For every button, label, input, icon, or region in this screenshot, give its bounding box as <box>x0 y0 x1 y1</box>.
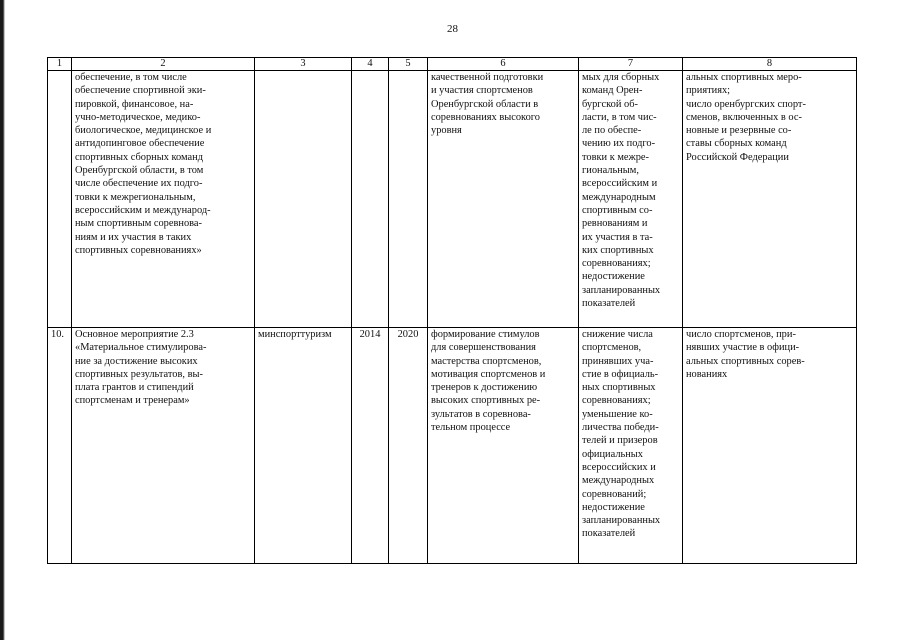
row-number-cell <box>48 71 72 328</box>
executor-cell <box>255 328 352 564</box>
indicators-cell <box>683 328 857 564</box>
table-row <box>48 71 857 328</box>
row-number-cell <box>48 328 72 564</box>
col-header-5: 5 <box>389 58 428 71</box>
consequences-cell <box>579 71 683 328</box>
scan-edge <box>0 0 5 640</box>
measure-name-cell <box>72 328 255 564</box>
expected-result-cell <box>428 71 579 328</box>
start-year-cell <box>352 71 389 328</box>
end-year-cell <box>389 71 428 328</box>
col-header-1: 1 <box>48 58 72 71</box>
consequences: снижение числа спортсменов, принявших уча- стие в официаль- ных спортивных соревнованиях; уменьшение ко- личества победи- телей и призеров официальных всероссийских и международных соревнований; недостижение запланированных показателей <box>582 329 661 540</box>
row-number: 10. <box>51 329 64 340</box>
table-row <box>48 328 857 564</box>
indicators: число спортсменов, при- нявших участие в офици- альных спортивных сорев- нованиях <box>686 329 805 380</box>
program-table <box>47 57 857 564</box>
col-header-7: 7 <box>579 58 683 71</box>
header-row <box>48 58 857 71</box>
executor: минспорттуризм <box>258 329 332 340</box>
measure-name: Основное мероприятие 2.3 «Материальное стимулирова- ние за достижение высоких спортивных результатов, вы- плата грантов и стипендий спортсменам и тренерам» <box>75 329 207 407</box>
measure-name: обеспечение, в том числе обеспечение спортивной эки- пировкой, финансовое, на- учно-методическое, медико- биологическое, медицинское и антидопинговое обеспечение спортивных сборных команд Оренбургской области, в том числе обеспечение их подго- товки к межрегиональным, всероссийским и международ- ным спортивным соревнова- ниям и их участия в таких спортивных соревнованиях» <box>75 72 212 256</box>
col-header-3: 3 <box>255 58 352 71</box>
col-header-6: 6 <box>428 58 579 71</box>
page-number: 28 <box>447 23 458 35</box>
expected-result-cell <box>428 328 579 564</box>
executor-cell <box>255 71 352 328</box>
end-year: 2020 <box>397 329 419 340</box>
measure-name-cell <box>72 71 255 328</box>
consequences-cell <box>579 328 683 564</box>
end-year-cell <box>389 328 428 564</box>
col-header-2: 2 <box>72 58 255 71</box>
col-header-4: 4 <box>352 58 389 71</box>
expected-result: качественной подготовки и участия спортсменов Оренбургской области в соревнованиях высокого уровня <box>431 72 544 137</box>
col-header-8: 8 <box>683 58 857 71</box>
indicators: альных спортивных меро- приятиях; число оренбургских спорт- сменов, включенных в ос- новные и резервные со- ставы сборных команд Российской Федерации <box>686 72 806 163</box>
start-year: 2014 <box>359 329 381 340</box>
expected-result: формирование стимулов для совершенствования мастерства спортсменов, мотивация спортсменов и тренеров к достижению высоких спортивных ре- зультатов в соревнова- тельном процессе <box>431 329 546 434</box>
start-year-cell <box>352 328 389 564</box>
consequences: мых для сборных команд Орен- бургской об- ласти, в том чис- ле по обеспе- чению их подго- товки к межре- гиональным, всероссийским и международным спортивным со- ревнованиям и их участия в та- ких спортивных соревнованиях; недостижение запланированных показателей <box>582 72 661 310</box>
indicators-cell <box>683 71 857 328</box>
